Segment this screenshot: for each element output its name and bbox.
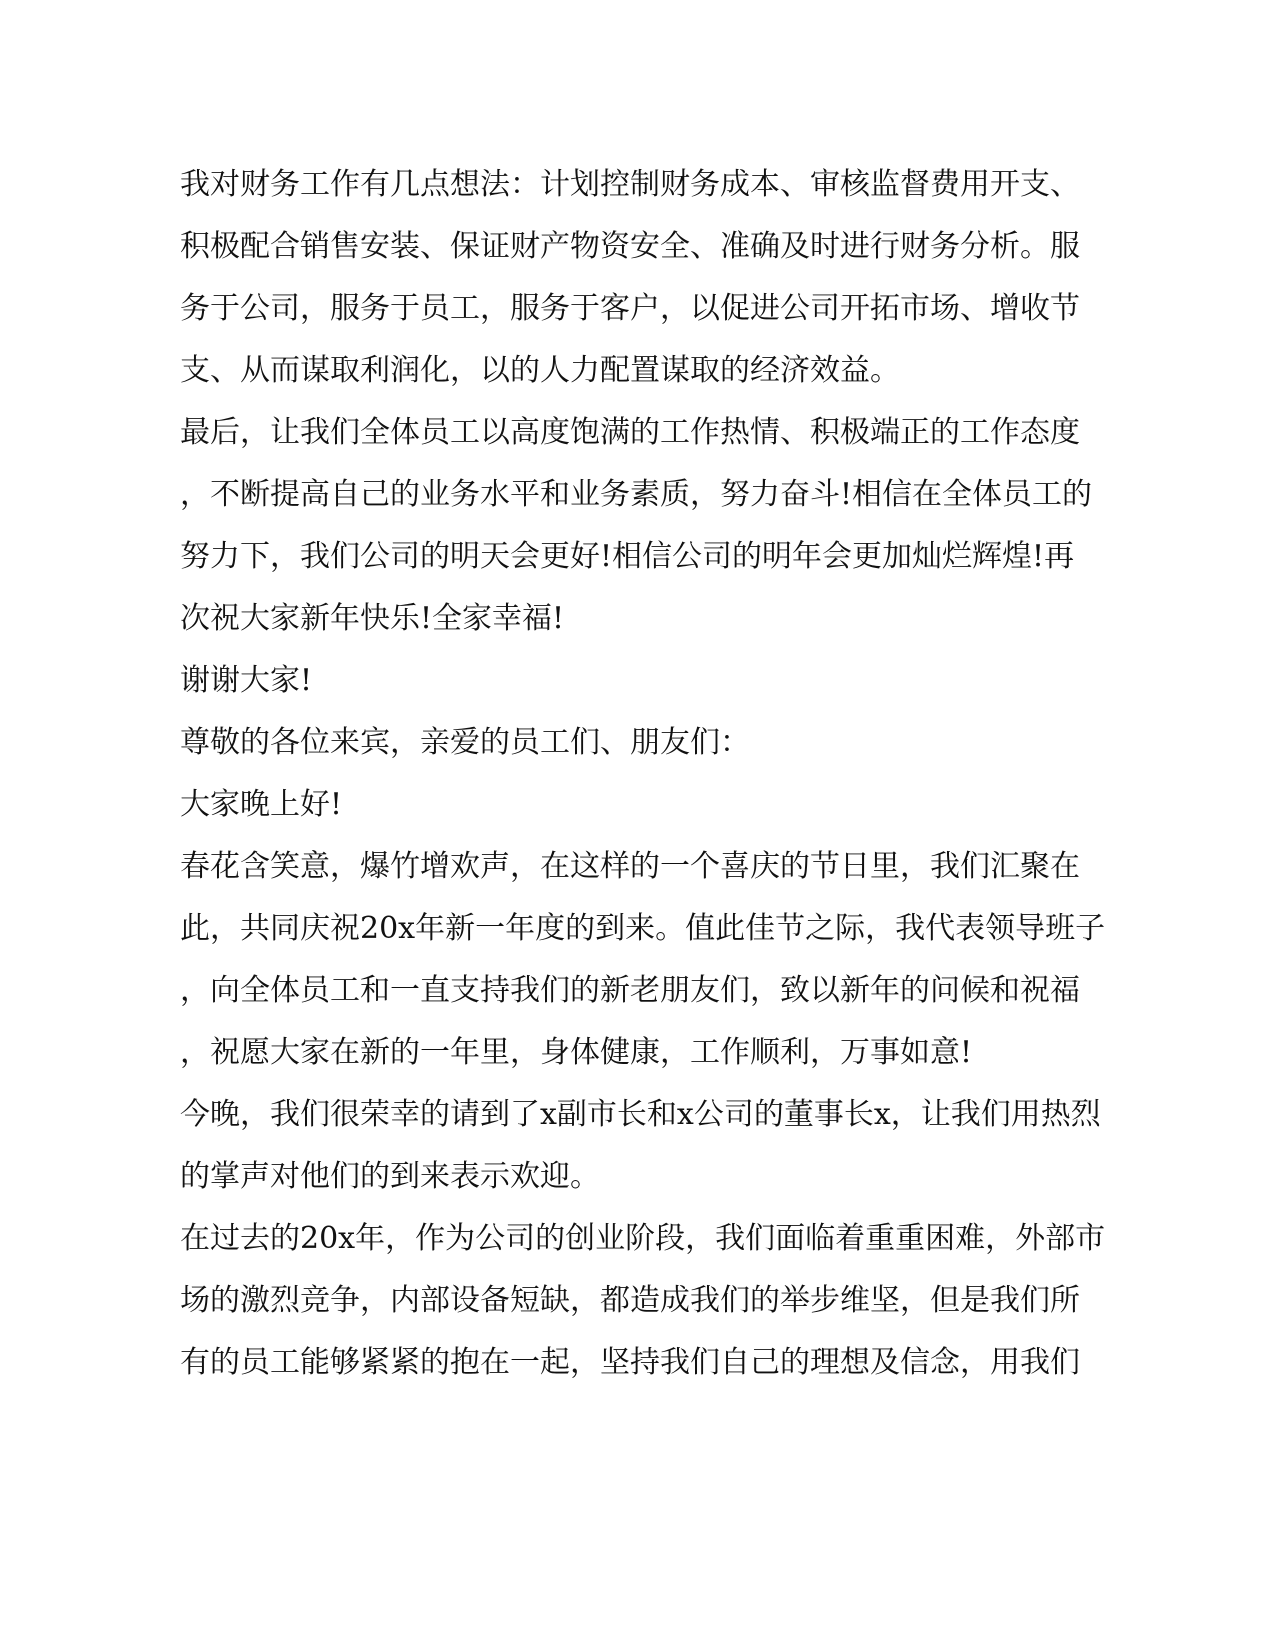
text-line: 有的员工能够紧紧的抱在一起，坚持我们自己的理想及信念，用我们 [180, 1345, 1080, 1380]
text-line: 今晚，我们很荣幸的请到了x副市长和x公司的董事长x，让我们用热烈 [180, 1097, 1101, 1132]
document-body [180, 154, 1106, 1394]
text-line: ，不断提高自己的业务水平和业务素质，努力奋斗!相信在全体员工的 [180, 477, 1093, 512]
text-line: ，向全体员工和一直支持我们的新老朋友们，致以新年的问候和祝福 [180, 973, 1080, 1008]
text-line: 积极配合销售安装、保证财产物资安全、准确及时进行财务分析。服 [180, 229, 1080, 264]
text-line: 谢谢大家! [180, 663, 313, 698]
text-line: 在过去的20x年，作为公司的创业阶段，我们面临着重重困难，外部市 [180, 1221, 1106, 1256]
text-line: 此，共同庆祝20x年新一年度的到来。值此佳节之际，我代表领导班子 [180, 911, 1106, 946]
text-line: 的掌声对他们的到来表示欢迎。 [180, 1159, 600, 1194]
text-line: ，祝愿大家在新的一年里，身体健康，工作顺利，万事如意! [180, 1035, 973, 1070]
text-line: 次祝大家新年快乐!全家幸福! [180, 601, 565, 636]
text-line: 大家晚上好! [180, 787, 343, 822]
text-line: 努力下，我们公司的明天会更好!相信公司的明年会更加灿烂辉煌!再 [180, 539, 1075, 574]
text-line: 尊敬的各位来宾，亲爱的员工们、朋友们： [180, 725, 750, 760]
text-line: 我对财务工作有几点想法：计划控制财务成本、审核监督费用开支、 [180, 167, 1080, 202]
text-line: 支、从而谋取利润化，以的人力配置谋取的经济效益。 [180, 353, 900, 388]
text-line: 场的激烈竞争，内部设备短缺，都造成我们的举步维坚，但是我们所 [180, 1283, 1080, 1318]
text-line: 务于公司，服务于员工，服务于客户，以促进公司开拓市场、增收节 [180, 291, 1080, 326]
text-line: 春花含笑意，爆竹增欢声，在这样的一个喜庆的节日里，我们汇聚在 [180, 849, 1080, 884]
text-line: 最后，让我们全体员工以高度饱满的工作热情、积极端正的工作态度 [180, 415, 1080, 450]
